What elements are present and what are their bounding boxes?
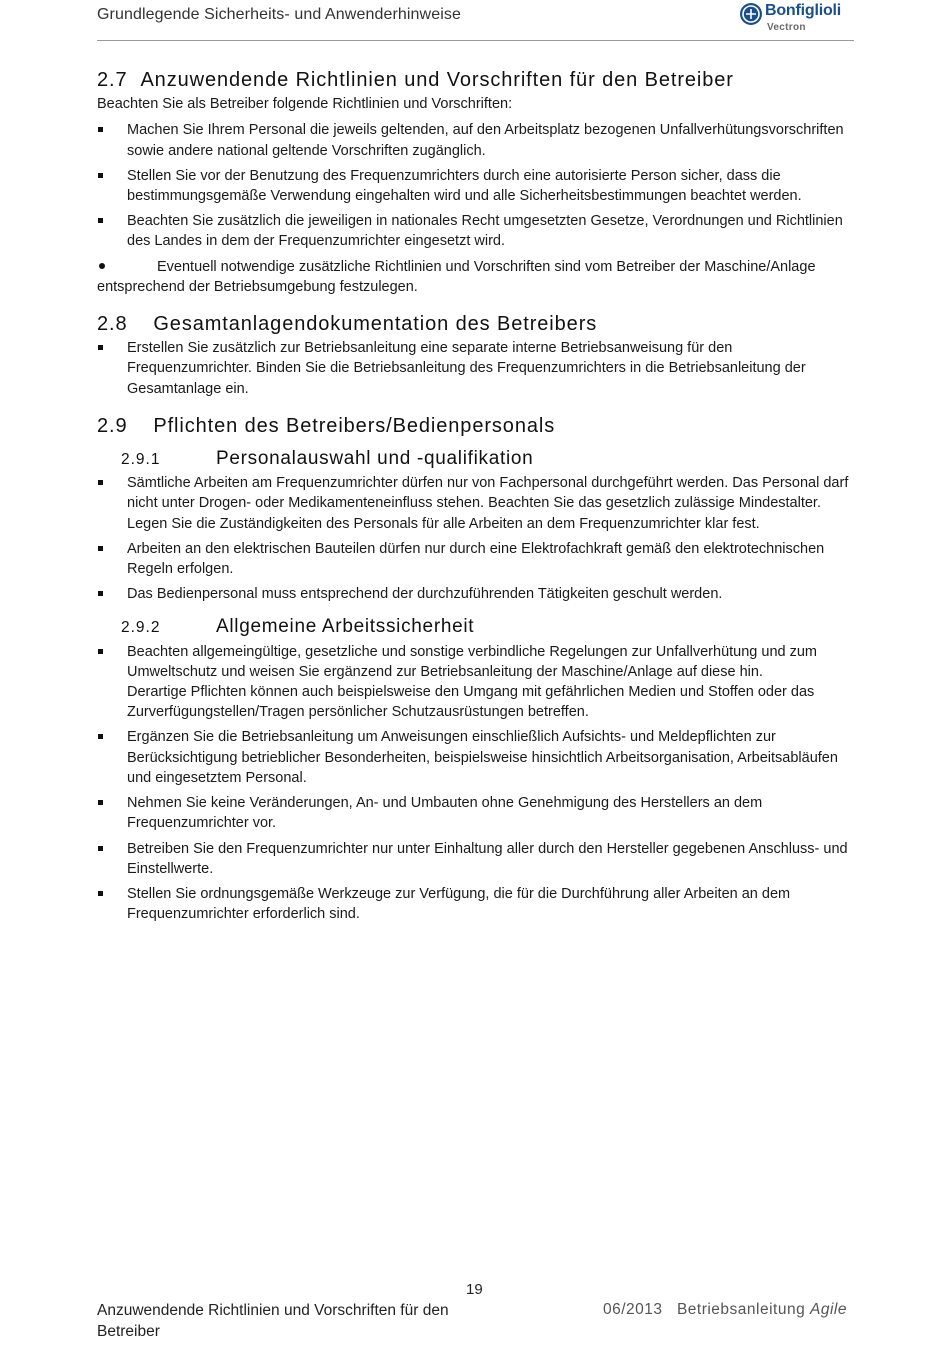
square-bullet-icon [98, 546, 103, 551]
list-item [97, 257, 857, 297]
bullet-list [97, 338, 857, 399]
square-bullet-icon [98, 734, 103, 739]
list-item-text: Ergänzen Sie die Betriebsanleitung um Anweisungen einschließlich Aufsichts- und Meldepflichten zur Berücksichtigung betrieblicher Besonderheiten, beispielsweise hinsichtlich Arbeitsorganisation, Arbeitsabläufen und eingesetztem Personal. [127, 729, 838, 786]
list-item [97, 120, 857, 160]
section-number: 2.9 [97, 414, 128, 437]
subsection-heading-2-9-1 [97, 449, 857, 470]
list-item-text: Erstellen Sie zusätzlich zur Betriebsanleitung eine separate interne Betriebsanweisung für den Frequenzumrichter. Binden Sie die Betriebsanleitung des Frequenzumrichters in die Betriebsanleitung der Gesamtanlage ein. [127, 340, 806, 397]
list-item-text: Beachten Sie zusätzlich die jeweiligen in nationales Recht umgesetzten Gesetze, Verordnungen und Richtlinien des Landes in dem der Frequenzumrichter eingesetzt wird. [127, 213, 843, 250]
footer-document-info [603, 1301, 847, 1319]
section-title: Anzuwendende Richtlinien und Vorschriften für den Betreiber [140, 69, 734, 91]
list-item-text: Stellen Sie ordnungsgemäße Werkzeuge zur Verfügung, die für die Durchführung aller Arbeiten an dem Frequenzumrichter erforderlich sind. [127, 885, 791, 923]
subsection-title: Personalauswahl und -qualifikation [216, 448, 534, 470]
section-title: Gesamtanlagendokumentation des Betreibers [153, 313, 598, 336]
list-item [97, 642, 857, 723]
list-item [97, 539, 857, 579]
list-item [97, 166, 857, 206]
section-heading-2-8 [97, 314, 857, 334]
list-item-text: Machen Sie Ihrem Personal die jeweils geltenden, auf den Arbeitsplatz bezogenen Unfallverhütungsvorschriften sowie andere national geltende Vorschriften zugänglich. [127, 122, 844, 159]
square-bullet-icon [98, 800, 103, 805]
square-bullet-icon [98, 218, 103, 223]
list-item-text: Arbeiten an den elektrischen Bauteilen dürfen nur durch eine Elektrofachkraft gemäß den elektrotechnischen Regeln erfolgen. [127, 540, 825, 578]
round-bullet-icon [99, 263, 105, 269]
list-item [97, 211, 857, 251]
header-title: Grundlegende Sicherheits- und Anwenderhinweise [97, 6, 461, 23]
square-bullet-icon [98, 846, 103, 851]
logo-subtitle: Vectron [767, 22, 806, 33]
list-item [97, 473, 857, 534]
list-item [97, 584, 857, 604]
section-heading-2-9 [97, 416, 857, 436]
bullet-list [97, 120, 857, 297]
footer-chapter-title: Anzuwendende Richtlinien und Vorschriften für den Betreiber [97, 1302, 449, 1340]
list-item [97, 839, 857, 879]
subsection-number: 2.9.2 [121, 619, 161, 637]
square-bullet-icon [98, 480, 103, 485]
square-bullet-icon [98, 649, 103, 654]
list-item-text: Eventuell notwendige zusätzliche Richtlinien und Vorschriften sind vom Betreiber der Maschine/Anlage entsprechend der Betriebsumgebung festzulegen. [97, 258, 816, 295]
square-bullet-icon [98, 591, 103, 596]
section-heading-2-7 [97, 70, 857, 90]
square-bullet-icon [98, 345, 103, 350]
page-header [97, 0, 854, 41]
list-item [97, 793, 857, 833]
logo-emblem-icon [739, 2, 763, 26]
subsection-number: 2.9.1 [121, 451, 161, 469]
list-item [97, 338, 857, 399]
list-item-text-continued: Derartige Pflichten können auch beispielsweise den Umgang mit gefährlichen Medien und Stoffen oder das Zurverfügungstellen/Tragen persönlicher Schutzausrüstungen betreffen. [127, 684, 815, 721]
square-bullet-icon [98, 891, 103, 896]
section-intro: Beachten Sie als Betreiber folgende Richtlinien und Vorschriften: [97, 96, 513, 113]
section-title: Pflichten des Betreibers/Bedienpersonals [153, 414, 556, 437]
page-footer [97, 1280, 857, 1350]
footer-date: 06/2013 [602, 1301, 663, 1318]
section-number: 2.7 [97, 69, 128, 91]
list-item-text: Das Bedienpersonal muss entsprechend der durchzuführenden Tätigkeiten geschult werden. [127, 586, 723, 603]
list-item [97, 884, 857, 924]
list-item-text: Nehmen Sie keine Veränderungen, An- und Umbauten ohne Genehmigung des Herstellers an dem Frequenzumrichter vor. [127, 795, 763, 832]
list-item [97, 727, 857, 788]
bullet-list [97, 473, 857, 604]
list-item-text: Beachten allgemeingültige, gesetzliche und sonstige verbindliche Regelungen zur Unfallverhütung und zum Umweltschutz und weisen Sie ergänzend zur Betriebsanleitung der Maschine/Anlage auf diese hin. [127, 643, 817, 680]
footer-manual: Betriebsanleitung [676, 1301, 806, 1318]
page-content [97, 70, 857, 929]
list-item-text: Sämtliche Arbeiten am Frequenzumrichter dürfen nur von Fachpersonal durchgeführt werden. Das Personal darf nicht unter Drogen- oder Medikamenteneinfluss stehen. Beachten Sie das gesetzlich zulässige Mindestalter. Legen Sie die Zuständigkeiten des Personals für alle Arbeiten an dem Frequenzumrichter klar fest. [127, 475, 849, 532]
footer-product: Agile [810, 1301, 847, 1318]
bullet-list [97, 642, 857, 925]
page-number: 19 [466, 1281, 483, 1298]
logo-name: Bonfiglioli [765, 2, 842, 19]
subsection-title: Allgemeine Arbeitssicherheit [216, 616, 475, 638]
list-item-text: Betreiben Sie den Frequenzumrichter nur unter Einhaltung aller durch den Hersteller gegebenen Anschluss- und Einstellwerte. [127, 840, 848, 877]
list-item-text: Stellen Sie vor der Benutzung des Frequenzumrichters durch eine autorisierte Person sicher, dass die bestimmungsgemäße Verwendung eingehalten wird und alle Sicherheitsbestimmungen beachtet werden. [127, 167, 802, 205]
square-bullet-icon [98, 173, 103, 178]
square-bullet-icon [98, 127, 103, 132]
section-number: 2.8 [97, 313, 128, 336]
subsection-heading-2-9-2 [97, 617, 857, 638]
bonfiglioli-logo [739, 0, 854, 38]
